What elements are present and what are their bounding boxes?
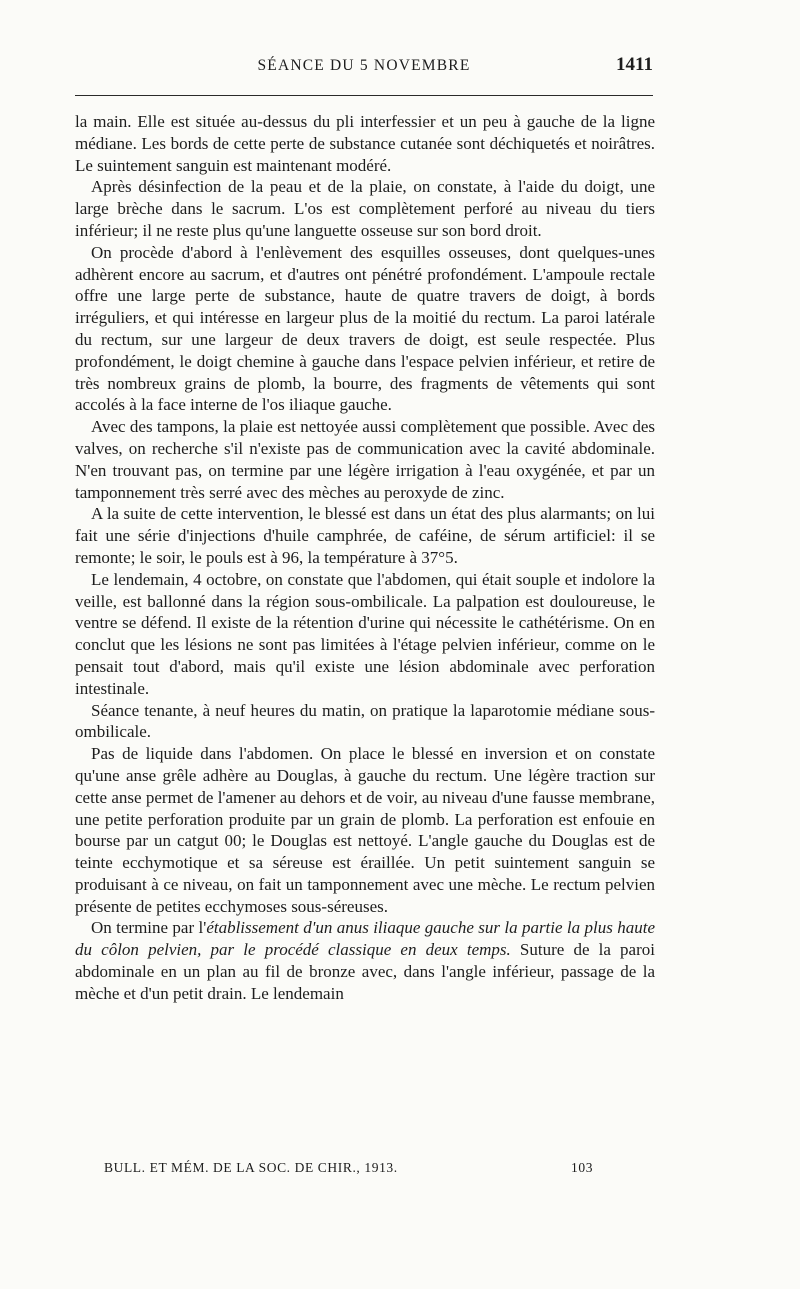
paragraph-last-italic: établissement d'un anus iliaque gauche sur la partie la plus haute du côlon pelvien, par le procédé classique en deux temps. — [75, 918, 655, 960]
running-header — [75, 52, 653, 84]
paragraph-last-start: On termine par l' — [91, 918, 207, 938]
header-title: SÉANCE DU 5 NOVEMBRE — [257, 57, 471, 74]
paragraph: la main. Elle est située au-dessus du pli interfessier et un peu à gauche de la ligne médiane. Les bords de cette perte de substance cutanée sont déchiquetés et noirâtres. Le suintement sanguin est maintenant modéré. — [75, 112, 655, 175]
page-number: 1411 — [616, 54, 653, 75]
paragraph: Pas de liquide dans l'abdomen. On place le blessé en inversion et on constate qu'une anse grêle adhère au Douglas, à gauche du rectum. Une légère traction sur cette anse permet de l'amener au dehors et de voir, au niveau d'une fausse membrane, une petite perforation produite par un grain de plomb. La perforation est enfouie en bourse par un catgut 00; le Douglas est nettoyé. L'angle gauche du Douglas est de teinte ecchymotique et sa séreuse est éraillée. Un petit suintement sanguin se produisant à ce niveau, on fait un tamponnement avec une mèche. Le rectum pelvien présente de petites ecchymoses sous-séreuses. — [75, 744, 655, 916]
footer-signature-mark: 103 — [571, 1160, 594, 1175]
paragraph: Séance tenante, à neuf heures du matin, on pratique la laparotomie médiane sous-ombilicale. — [75, 700, 655, 742]
paragraph-last-end: Suture de la paroi abdominale en un plan au fil de bronze avec, dans l'angle inférieur, passage de la mèche et d'un petit drain. Le lendemain — [75, 940, 655, 1003]
header-rule — [75, 95, 653, 96]
page-footer — [104, 1160, 604, 1184]
paragraph: A la suite de cette intervention, le blessé est dans un état des plus alarmants; on lui fait une série d'injections d'huile camphrée, de caféine, de sérum artificiel: il se remonte; le soir, le pouls est à 96, la température à 37°5. — [75, 504, 655, 567]
body-text — [75, 111, 655, 1005]
paragraph: Le lendemain, 4 octobre, on constate que l'abdomen, qui était souple et indolore la veille, est ballonné dans la région sous-ombilicale. La palpation est douloureuse, le ventre se défend. Il existe de la rétention d'urine qui nécessite le cathétérisme. On en conclut que les lésions ne sont pas limitées à l'étage pelvien inférieur, comme on le pensait tout d'abord, mais qu'il existe une lésion abdominale avec perforation intestinale. — [75, 569, 655, 698]
paragraph: Après désinfection de la peau et de la plaie, on constate, à l'aide du doigt, une large brèche dans le sacrum. L'os est complètement perforé au niveau du tiers inférieur; il ne reste plus qu'une languette osseuse sur son bord droit. — [75, 177, 655, 240]
paragraph: Avec des tampons, la plaie est nettoyée aussi complètement que possible. Avec des valves, on recherche s'il n'existe pas de communication avec la cavité abdominale. N'en trouvant pas, on termine par une légère irrigation à l'eau oxygénée, et par un tamponnement très serré avec des mèches au peroxyde de zinc. — [75, 417, 655, 502]
paragraph-last — [75, 917, 655, 1004]
paragraph: On procède d'abord à l'enlèvement des esquilles osseuses, dont quelques-unes adhèrent encore au sacrum, et d'autres ont pénétré profondément. L'ampoule rectale offre une large perte de substance, haute de quatre travers de doigt, à bords irréguliers, et qui intéresse en largeur plus de la moitié du rectum. La paroi latérale du rectum, sur une largeur de deux travers de doigt, est seule respectée. Plus profondément, le doigt chemine à gauche dans l'espace pelvien inférieur, et retire de très nombreux grains de plomb, la bourre, des fragments de vêtements qui sont accolés à la face interne de l'os iliaque gauche. — [75, 242, 655, 415]
footer-citation: BULL. ET MÉM. DE LA SOC. DE CHIR., 1913. — [104, 1160, 398, 1175]
